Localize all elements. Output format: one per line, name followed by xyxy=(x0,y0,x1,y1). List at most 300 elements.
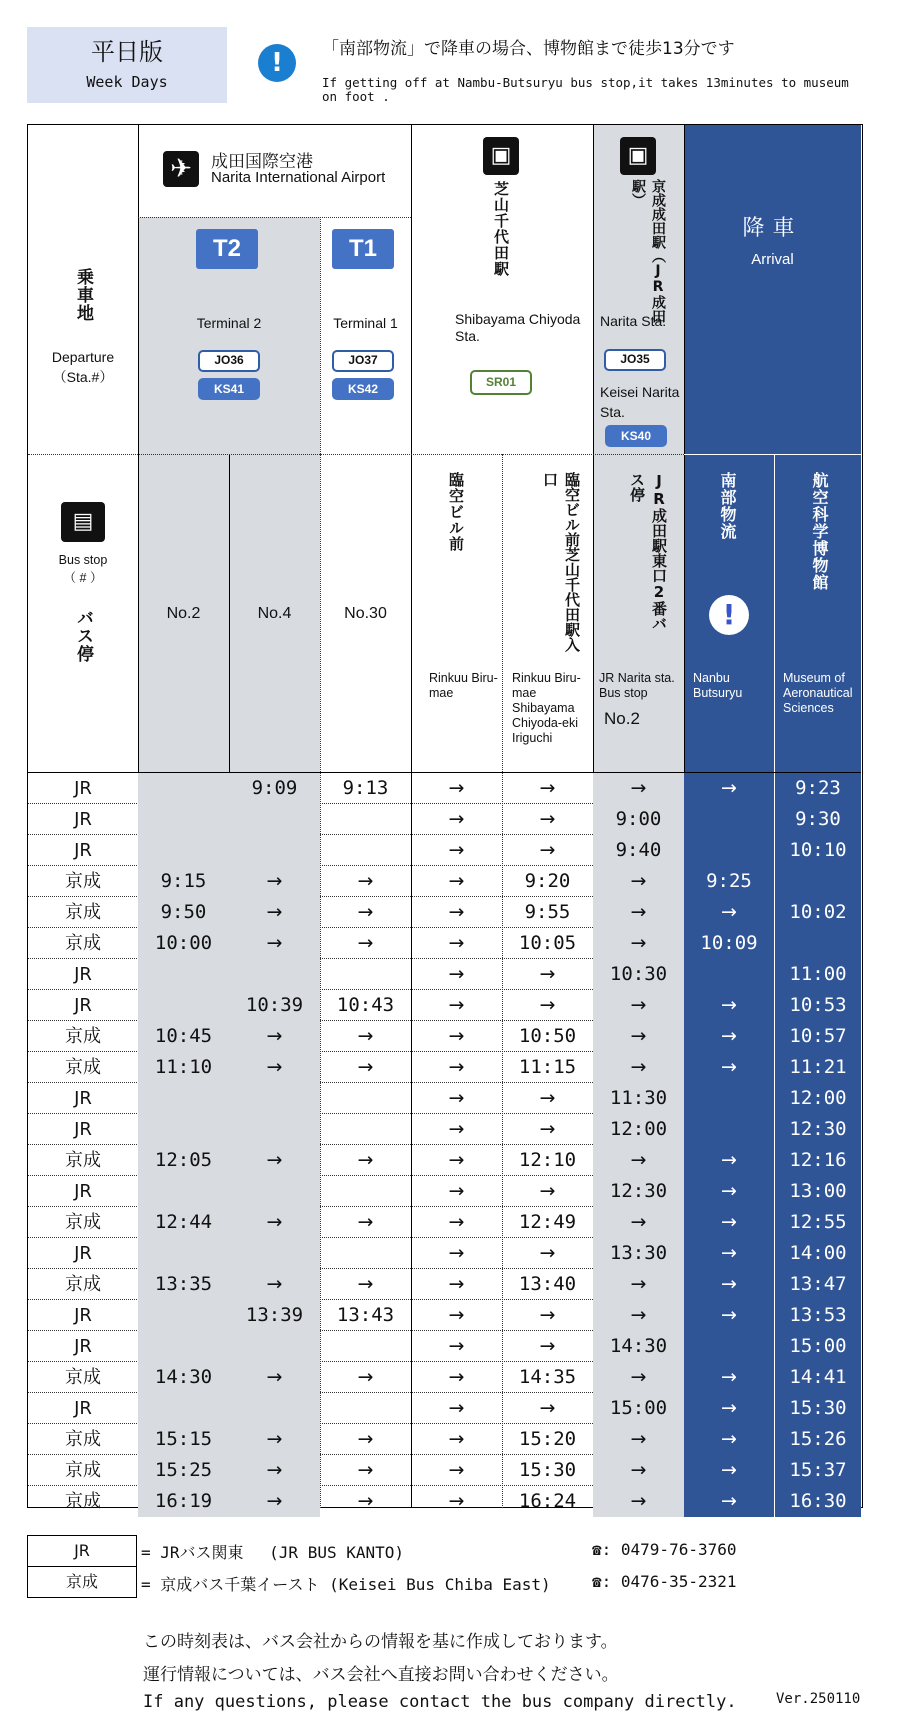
busstop-label-en: Bus stop xyxy=(58,553,108,567)
phone-jr: ☎: 0479-76-3760 xyxy=(592,1540,737,1559)
rinkuu-stop-jp: 臨空ビル前 xyxy=(447,472,465,552)
cell-airport-t2-no4 xyxy=(229,1176,320,1207)
cell-rinkuu: → xyxy=(448,808,465,830)
legend-name-jr: = JRバス関東 (JR BUS KANTO) xyxy=(141,1543,405,1562)
timetable-row xyxy=(28,1393,861,1424)
cell-airport-t1-no30: 10:43 xyxy=(336,994,395,1016)
cell-jr-narita: → xyxy=(593,773,684,804)
timetable xyxy=(27,124,863,1512)
cell-airport-t1-no30: → xyxy=(357,1211,374,1233)
nanbu-stop-jp: 南部物流 xyxy=(718,472,737,540)
cell-museum: 10:53 xyxy=(774,990,861,1021)
cell-airport-t1-no30: → xyxy=(357,1490,374,1512)
cell-rinkuu: → xyxy=(448,1273,465,1295)
cell-nanbu: → xyxy=(684,1455,774,1486)
cell-nanbu: 10:09 xyxy=(684,928,774,959)
cell-operator: JR xyxy=(74,964,92,985)
cell-jr-narita: → xyxy=(593,1145,684,1176)
cell-museum: 10:10 xyxy=(774,835,861,866)
cell-rinkuu-shibayama: 14:35 xyxy=(518,1366,577,1388)
departure-label-sub: （Sta.#） xyxy=(52,369,114,385)
cell-nanbu: → xyxy=(684,1207,774,1238)
cell-airport-t2-no2 xyxy=(138,959,229,990)
cell-museum: 15:37 xyxy=(774,1455,861,1486)
cell-museum: 15:26 xyxy=(774,1424,861,1455)
alert-icon: ! xyxy=(258,44,296,82)
cell-operator: JR xyxy=(74,1398,92,1419)
cell-museum: 12:16 xyxy=(774,1145,861,1176)
terminal2-badge: T2 xyxy=(196,229,258,269)
cell-museum: 11:00 xyxy=(774,959,861,990)
cell-rinkuu-shibayama: → xyxy=(539,963,556,985)
timetable-row xyxy=(28,1021,861,1052)
cell-jr-narita: → xyxy=(593,897,684,928)
walking-note-en: If getting off at Nambu-Butsuryu bus stop,it takes 13minutes to museum on foot . xyxy=(322,75,849,104)
cell-rinkuu: → xyxy=(448,839,465,861)
timetable-row xyxy=(28,866,861,897)
legend-code-jr: JR xyxy=(27,1535,137,1567)
cell-rinkuu-shibayama: 12:49 xyxy=(518,1211,577,1233)
timetable-row xyxy=(28,1269,861,1300)
cell-operator: 京成 xyxy=(65,933,101,954)
cell-operator: 京成 xyxy=(65,1429,101,1450)
cell-airport-t1-no30: → xyxy=(357,1366,374,1388)
timetable-row xyxy=(28,1238,861,1269)
cell-airport-t1-no30 xyxy=(320,1176,411,1207)
cell-rinkuu-shibayama: 16:24 xyxy=(518,1490,577,1512)
cell-airport-t2-no4 xyxy=(229,1238,320,1269)
cell-nanbu: → xyxy=(684,1362,774,1393)
cell-rinkuu-shibayama: → xyxy=(539,808,556,830)
nanbu-stop-en: Nanbu Butsuryu xyxy=(693,671,743,700)
timetable-row xyxy=(28,835,861,866)
jr-narita-stop-no: No.2 xyxy=(604,710,640,727)
cell-airport-t1-no30 xyxy=(320,959,411,990)
cell-rinkuu: → xyxy=(448,1397,465,1419)
cell-rinkuu: → xyxy=(448,932,465,954)
rinkuu-stop-en: Rinkuu Biru-mae xyxy=(429,671,498,700)
bus-icon: ▤ xyxy=(61,502,105,542)
museum-stop-jp: 航空科学博物館 xyxy=(810,472,829,591)
cell-airport-t2-no4 xyxy=(229,1393,320,1424)
cell-museum: 15:00 xyxy=(774,1331,861,1362)
cell-airport-t2-no2: 12:44 xyxy=(138,1207,229,1238)
cell-nanbu: → xyxy=(684,1300,774,1331)
cell-nanbu: → xyxy=(684,1052,774,1083)
cell-operator: JR xyxy=(74,1336,92,1357)
cell-museum: 13:53 xyxy=(774,1300,861,1331)
cell-operator: 京成 xyxy=(65,1150,101,1171)
cell-jr-narita: → xyxy=(593,1207,684,1238)
footer-note-1: この時刻表は、バス会社からの情報を基に作成しております。 xyxy=(143,1632,618,1652)
walking-note-jp: 「南部物流」で降車の場合、博物館まで徒歩13分です xyxy=(322,39,735,59)
cell-airport-t2-no2 xyxy=(138,1238,229,1269)
cell-airport-t2-no4: 9:09 xyxy=(229,773,320,804)
shibayama-station-code: SR01 xyxy=(470,370,532,395)
cell-rinkuu-shibayama: → xyxy=(539,1335,556,1357)
terminal2-code-jr: JO36 xyxy=(198,350,260,372)
airplane-icon: ✈ xyxy=(163,151,199,187)
cell-airport-t2-no4: → xyxy=(229,1145,320,1176)
cell-airport-t1-no30 xyxy=(320,835,411,866)
timetable-row xyxy=(28,1176,861,1207)
arrival-label-jp: 降車 xyxy=(742,216,803,241)
cell-operator: JR xyxy=(74,840,92,861)
cell-rinkuu: → xyxy=(448,1490,465,1512)
cell-nanbu: → xyxy=(684,773,774,804)
cell-airport-t2-no2: 10:45 xyxy=(138,1021,229,1052)
cell-airport-t1-no30: 13:43 xyxy=(336,1304,395,1326)
busstop-no30: No.30 xyxy=(344,605,387,622)
cell-jr-narita: → xyxy=(593,1052,684,1083)
cell-rinkuu: → xyxy=(448,1056,465,1078)
cell-nanbu xyxy=(684,835,774,866)
cell-airport-t2-no2 xyxy=(138,1176,229,1207)
cell-rinkuu-shibayama: → xyxy=(539,1397,556,1419)
terminal1-code-keisei: KS42 xyxy=(332,378,394,400)
cell-rinkuu: → xyxy=(448,1087,465,1109)
timetable-row xyxy=(28,1331,861,1362)
edition-title-jp: 平日版 xyxy=(91,38,163,66)
timetable-row xyxy=(28,1362,861,1393)
timetable-rows xyxy=(28,773,861,1517)
cell-operator: 京成 xyxy=(65,1274,101,1295)
cell-jr-narita: → xyxy=(593,1269,684,1300)
cell-operator: 京成 xyxy=(65,1367,101,1388)
narita-station-code-jr: JO35 xyxy=(604,349,666,371)
cell-rinkuu-shibayama: → xyxy=(539,1087,556,1109)
timetable-row xyxy=(28,804,861,835)
cell-nanbu: → xyxy=(684,1393,774,1424)
shibayama-station-en: Shibayama Chiyoda Sta. xyxy=(455,311,581,344)
cell-rinkuu: → xyxy=(448,1211,465,1233)
cell-jr-narita: 11:30 xyxy=(593,1083,684,1114)
rinkuu-shibayama-stop-en: Rinkuu Biru-mae Shibayama Chiyoda-eki Iriguchi xyxy=(512,671,581,745)
terminal1-badge: T1 xyxy=(332,229,394,269)
cell-airport-t2-no4: → xyxy=(229,1021,320,1052)
timetable-row xyxy=(28,1455,861,1486)
cell-rinkuu-shibayama: 12:10 xyxy=(518,1149,577,1171)
cell-airport-t1-no30: → xyxy=(357,932,374,954)
cell-airport-t2-no2 xyxy=(138,1083,229,1114)
cell-jr-narita: → xyxy=(593,928,684,959)
cell-museum: 14:00 xyxy=(774,1238,861,1269)
cell-rinkuu: → xyxy=(448,994,465,1016)
cell-museum: 13:00 xyxy=(774,1176,861,1207)
cell-airport-t1-no30 xyxy=(320,1393,411,1424)
timetable-row xyxy=(28,990,861,1021)
timetable-row xyxy=(28,1114,861,1145)
cell-airport-t2-no4 xyxy=(229,1114,320,1145)
busstop-label-jp: バス停 xyxy=(73,609,93,663)
timetable-row xyxy=(28,897,861,928)
cell-airport-t2-no2: 9:15 xyxy=(138,866,229,897)
version-label: Ver.250110 xyxy=(776,1691,861,1707)
cell-rinkuu-shibayama: → xyxy=(539,839,556,861)
cell-nanbu xyxy=(684,804,774,835)
cell-airport-t1-no30 xyxy=(320,1114,411,1145)
edition-label xyxy=(27,27,227,103)
cell-operator: JR xyxy=(74,1181,92,1202)
keisei-narita-en: Keisei Narita Sta. xyxy=(600,384,680,420)
cell-airport-t2-no2 xyxy=(138,1114,229,1145)
cell-jr-narita: 13:30 xyxy=(593,1238,684,1269)
rinkuu-shibayama-stop-jp: 臨空ビル前芝山千代田駅入口 xyxy=(541,472,581,652)
cell-rinkuu-shibayama: 11:15 xyxy=(518,1056,577,1078)
cell-airport-t1-no30: → xyxy=(357,870,374,892)
cell-rinkuu-shibayama: → xyxy=(539,1118,556,1140)
timetable-row xyxy=(28,1083,861,1114)
cell-nanbu xyxy=(684,1114,774,1145)
cell-museum: 13:47 xyxy=(774,1269,861,1300)
timetable-row xyxy=(28,1207,861,1238)
footer-note-2: 運行情報については、バス会社へ直接お問い合わせください。 xyxy=(143,1665,619,1685)
cell-operator: 京成 xyxy=(65,1491,101,1512)
cell-rinkuu-shibayama: → xyxy=(539,1180,556,1202)
airport-name-en: Narita International Airport xyxy=(211,169,386,186)
cell-rinkuu-shibayama: → xyxy=(539,1242,556,1264)
cell-museum: 9:30 xyxy=(774,804,861,835)
cell-museum: 10:57 xyxy=(774,1021,861,1052)
cell-airport-t2-no2: 9:50 xyxy=(138,897,229,928)
terminal1-label: Terminal 1 xyxy=(333,315,398,331)
cell-operator: JR xyxy=(74,1088,92,1109)
train-icon: ▣ xyxy=(483,137,519,175)
cell-museum: 12:00 xyxy=(774,1083,861,1114)
cell-rinkuu-shibayama: 9:55 xyxy=(524,901,571,923)
timetable-row xyxy=(28,773,861,804)
cell-rinkuu-shibayama: 9:20 xyxy=(524,870,571,892)
shibayama-station-jp: 芝山千代田駅 xyxy=(492,181,510,277)
cell-nanbu: → xyxy=(684,897,774,928)
terminal1-code-jr: JO37 xyxy=(332,350,394,372)
footer-note-3: If any questions, please contact the bus company directly. xyxy=(143,1692,737,1712)
cell-jr-narita: 10:30 xyxy=(593,959,684,990)
cell-rinkuu-shibayama: 15:30 xyxy=(518,1459,577,1481)
cell-airport-t2-no2: 12:05 xyxy=(138,1145,229,1176)
cell-jr-narita: 12:30 xyxy=(593,1176,684,1207)
cell-nanbu: 9:25 xyxy=(684,866,774,897)
busstop-label-sub: （ # ） xyxy=(63,571,103,585)
arrival-label-en: Arrival xyxy=(751,251,794,268)
cell-airport-t2-no4: → xyxy=(229,1455,320,1486)
cell-rinkuu: → xyxy=(448,870,465,892)
cell-airport-t2-no2: 16:19 xyxy=(138,1486,229,1517)
cell-airport-t1-no30 xyxy=(320,1331,411,1362)
legend-name-keisei: = 京成バス千葉イースト (Keisei Bus Chiba East) xyxy=(141,1575,551,1594)
narita-station-en: Narita Sta. xyxy=(600,313,667,329)
cell-rinkuu: → xyxy=(448,1242,465,1264)
cell-museum xyxy=(774,866,861,897)
timetable-row xyxy=(28,1052,861,1083)
cell-airport-t1-no30: → xyxy=(357,1149,374,1171)
cell-airport-t2-no4: 13:39 xyxy=(229,1300,320,1331)
keisei-narita-code: KS40 xyxy=(605,425,667,447)
cell-airport-t2-no2: 15:25 xyxy=(138,1455,229,1486)
cell-rinkuu: → xyxy=(448,1180,465,1202)
cell-jr-narita: 14:30 xyxy=(593,1331,684,1362)
cell-operator: JR xyxy=(74,1243,92,1264)
cell-rinkuu: → xyxy=(448,1335,465,1357)
cell-airport-t2-no2 xyxy=(138,1393,229,1424)
cell-nanbu xyxy=(684,959,774,990)
cell-nanbu: → xyxy=(684,1486,774,1517)
cell-operator: 京成 xyxy=(65,1460,101,1481)
cell-airport-t2-no4 xyxy=(229,1331,320,1362)
cell-airport-t1-no30 xyxy=(320,1238,411,1269)
cell-rinkuu: → xyxy=(448,1149,465,1171)
cell-airport-t1-no30: → xyxy=(357,1056,374,1078)
cell-airport-t2-no4: → xyxy=(229,866,320,897)
cell-operator: 京成 xyxy=(65,871,101,892)
cell-nanbu: → xyxy=(684,990,774,1021)
cell-airport-t2-no4: → xyxy=(229,1486,320,1517)
cell-operator: 京成 xyxy=(65,902,101,923)
cell-rinkuu-shibayama: → xyxy=(539,994,556,1016)
cell-jr-narita: → xyxy=(593,1424,684,1455)
cell-operator: JR xyxy=(74,778,92,799)
legend-code-keisei: 京成 xyxy=(27,1566,137,1598)
cell-airport-t1-no30 xyxy=(320,804,411,835)
timetable-row xyxy=(28,928,861,959)
departure-label-en: Departure xyxy=(51,349,115,365)
cell-jr-narita: → xyxy=(593,1362,684,1393)
cell-nanbu: → xyxy=(684,1424,774,1455)
cell-airport-t1-no30: → xyxy=(357,1428,374,1450)
cell-rinkuu: → xyxy=(448,963,465,985)
cell-jr-narita: 9:40 xyxy=(593,835,684,866)
cell-rinkuu-shibayama: 10:05 xyxy=(518,932,577,954)
cell-operator: 京成 xyxy=(65,1026,101,1047)
cell-airport-t1-no30: → xyxy=(357,1025,374,1047)
cell-airport-t2-no4: → xyxy=(229,1207,320,1238)
cell-airport-t1-no30: 9:13 xyxy=(342,777,389,799)
cell-museum: 15:30 xyxy=(774,1393,861,1424)
edition-title-en: Week Days xyxy=(86,73,168,91)
cell-airport-t2-no2: 10:00 xyxy=(138,928,229,959)
cell-airport-t2-no4: → xyxy=(229,1052,320,1083)
cell-jr-narita: → xyxy=(593,1455,684,1486)
cell-airport-t1-no30: → xyxy=(357,1459,374,1481)
cell-airport-t2-no2: 15:15 xyxy=(138,1424,229,1455)
cell-airport-t2-no4: → xyxy=(229,928,320,959)
cell-rinkuu: → xyxy=(448,1118,465,1140)
cell-airport-t2-no4: → xyxy=(229,1424,320,1455)
cell-nanbu: → xyxy=(684,1238,774,1269)
cell-airport-t1-no30: → xyxy=(357,901,374,923)
cell-rinkuu: → xyxy=(448,1366,465,1388)
jr-narita-stop-en: JR Narita sta. Bus stop xyxy=(599,671,675,700)
jr-narita-stop-jp: JR成田駅東口2番バス停 xyxy=(628,472,668,631)
cell-nanbu: → xyxy=(684,1269,774,1300)
cell-nanbu: → xyxy=(684,1176,774,1207)
timetable-row xyxy=(28,959,861,990)
cell-airport-t2-no4 xyxy=(229,835,320,866)
cell-airport-t1-no30 xyxy=(320,1083,411,1114)
cell-rinkuu-shibayama: 15:20 xyxy=(518,1428,577,1450)
cell-airport-t2-no2 xyxy=(138,990,229,1021)
cell-museum xyxy=(774,928,861,959)
timetable-row xyxy=(28,1486,861,1517)
cell-airport-t1-no30: → xyxy=(357,1273,374,1295)
cell-airport-t2-no4: → xyxy=(229,897,320,928)
cell-operator: JR xyxy=(74,809,92,830)
cell-rinkuu-shibayama: → xyxy=(539,777,556,799)
busstop-no4: No.4 xyxy=(257,605,292,622)
airport-name-jp: 成田国際空港 xyxy=(211,152,313,172)
cell-jr-narita: → xyxy=(593,1021,684,1052)
cell-rinkuu: → xyxy=(448,777,465,799)
cell-operator: JR xyxy=(74,1119,92,1140)
cell-airport-t2-no4: → xyxy=(229,1269,320,1300)
timetable-row xyxy=(28,1300,861,1331)
cell-operator: JR xyxy=(74,1305,92,1326)
cell-airport-t2-no2 xyxy=(138,1300,229,1331)
cell-airport-t2-no4 xyxy=(229,959,320,990)
terminal2-code-keisei: KS41 xyxy=(198,378,260,400)
cell-airport-t2-no2 xyxy=(138,1331,229,1362)
cell-airport-t2-no2: 13:35 xyxy=(138,1269,229,1300)
cell-nanbu xyxy=(684,1331,774,1362)
departure-label-jp: 乗車地 xyxy=(73,268,93,322)
cell-museum: 16:30 xyxy=(774,1486,861,1517)
cell-operator: 京成 xyxy=(65,1057,101,1078)
cell-operator: JR xyxy=(74,995,92,1016)
cell-airport-t2-no4 xyxy=(229,1083,320,1114)
cell-jr-narita: 15:00 xyxy=(593,1393,684,1424)
cell-airport-t2-no2 xyxy=(138,804,229,835)
cell-nanbu: → xyxy=(684,1145,774,1176)
cell-rinkuu: → xyxy=(448,1304,465,1326)
cell-museum: 11:21 xyxy=(774,1052,861,1083)
cell-airport-t2-no4: 10:39 xyxy=(229,990,320,1021)
cell-museum: 12:30 xyxy=(774,1114,861,1145)
cell-airport-t2-no2: 14:30 xyxy=(138,1362,229,1393)
cell-airport-t2-no4 xyxy=(229,804,320,835)
cell-rinkuu-shibayama: 10:50 xyxy=(518,1025,577,1047)
train-icon: ▣ xyxy=(620,137,656,175)
cell-rinkuu-shibayama: 13:40 xyxy=(518,1273,577,1295)
cell-jr-narita: → xyxy=(593,1300,684,1331)
cell-rinkuu: → xyxy=(448,1428,465,1450)
narita-station-jp: 京成成田駅（JR成田駅） xyxy=(630,179,666,323)
cell-jr-narita: → xyxy=(593,866,684,897)
cell-airport-t2-no2 xyxy=(138,835,229,866)
alert-icon: ! xyxy=(709,595,749,635)
cell-rinkuu: → xyxy=(448,1025,465,1047)
cell-rinkuu-shibayama: → xyxy=(539,1304,556,1326)
cell-nanbu: → xyxy=(684,1021,774,1052)
cell-nanbu xyxy=(684,1083,774,1114)
timetable-row xyxy=(28,1145,861,1176)
cell-museum: 14:41 xyxy=(774,1362,861,1393)
timetable-row xyxy=(28,1424,861,1455)
phone-keisei: ☎: 0476-35-2321 xyxy=(592,1572,737,1591)
cell-operator: 京成 xyxy=(65,1212,101,1233)
cell-airport-t2-no2 xyxy=(138,773,229,804)
cell-rinkuu: → xyxy=(448,1459,465,1481)
cell-airport-t2-no4: → xyxy=(229,1362,320,1393)
terminal2-label: Terminal 2 xyxy=(196,315,262,331)
cell-museum: 9:23 xyxy=(774,773,861,804)
cell-jr-narita: → xyxy=(593,990,684,1021)
cell-museum: 12:55 xyxy=(774,1207,861,1238)
busstop-no2: No.2 xyxy=(166,605,201,622)
cell-jr-narita: 9:00 xyxy=(593,804,684,835)
cell-airport-t2-no2: 11:10 xyxy=(138,1052,229,1083)
cell-jr-narita: 12:00 xyxy=(593,1114,684,1145)
cell-rinkuu: → xyxy=(448,901,465,923)
